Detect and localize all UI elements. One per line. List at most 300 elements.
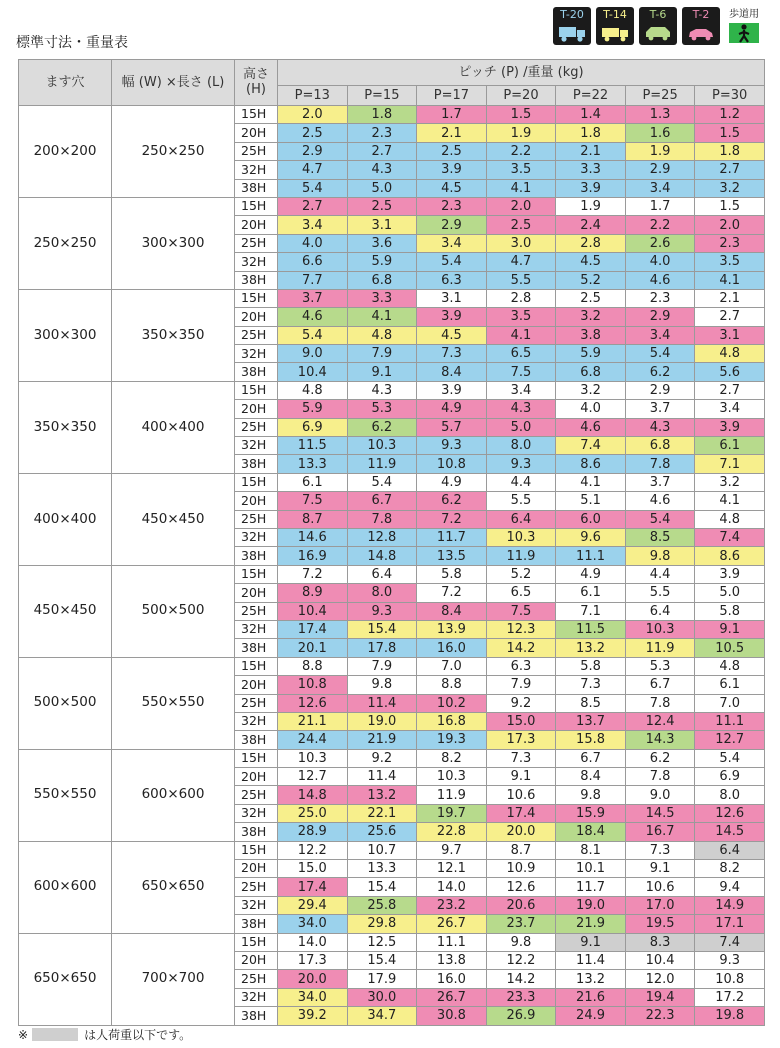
- weight-cell: 7.2: [278, 565, 348, 583]
- weight-cell: 10.4: [278, 363, 348, 381]
- weight-cell: 5.5: [486, 492, 556, 510]
- weight-cell: 2.5: [486, 216, 556, 234]
- weight-cell: 7.8: [347, 510, 417, 528]
- height-cell: 25H: [235, 234, 278, 252]
- weight-cell: 5.2: [556, 271, 626, 289]
- weight-cell: 9.0: [278, 345, 348, 363]
- pitch-header: P=30: [695, 86, 765, 106]
- weight-cell: 5.5: [625, 584, 695, 602]
- weight-cell: 20.0: [278, 970, 348, 988]
- weight-cell: 18.4: [556, 823, 626, 841]
- weight-cell: 3.5: [486, 161, 556, 179]
- height-cell: 20H: [235, 216, 278, 234]
- weight-cell: 22.1: [347, 804, 417, 822]
- weight-cell: 16.8: [417, 712, 487, 730]
- weight-cell: 2.1: [556, 142, 626, 160]
- weight-cell: 2.2: [625, 216, 695, 234]
- weight-cell: 5.8: [556, 657, 626, 675]
- weight-cell: 9.2: [486, 694, 556, 712]
- weight-cell: 13.8: [417, 951, 487, 969]
- weight-cell: 11.4: [347, 694, 417, 712]
- height-cell: 15H: [235, 381, 278, 399]
- dimension-cell: 650×650: [112, 841, 235, 933]
- weight-cell: 10.9: [486, 860, 556, 878]
- weight-cell: 6.2: [625, 749, 695, 767]
- weight-cell: 2.5: [417, 142, 487, 160]
- weight-cell: 4.1: [695, 271, 765, 289]
- weight-cell: 17.4: [278, 620, 348, 638]
- weight-cell: 4.9: [417, 400, 487, 418]
- weight-cell: 9.0: [625, 786, 695, 804]
- weight-cell: 3.5: [486, 308, 556, 326]
- table-row: [19, 565, 765, 583]
- height-cell: 32H: [235, 896, 278, 914]
- weight-cell: 11.7: [556, 878, 626, 896]
- weight-cell: 2.0: [278, 106, 348, 124]
- weight-cell: 8.9: [278, 584, 348, 602]
- weight-cell: 6.8: [625, 437, 695, 455]
- height-cell: 32H: [235, 620, 278, 638]
- height-cell: 20H: [235, 584, 278, 602]
- hole-size-cell: 500×500: [19, 657, 112, 749]
- weight-cell: 15.0: [278, 860, 348, 878]
- dimension-cell: 400×400: [112, 381, 235, 473]
- weight-cell: 23.3: [486, 988, 556, 1006]
- weight-cell: 2.1: [695, 289, 765, 307]
- weight-cell: 20.0: [486, 823, 556, 841]
- weight-cell: 8.1: [556, 841, 626, 859]
- table-row: [19, 289, 765, 307]
- weight-cell: 4.8: [695, 657, 765, 675]
- weight-cell: 1.8: [556, 124, 626, 142]
- legend-t20: [553, 7, 591, 45]
- weight-cell: 2.7: [278, 197, 348, 215]
- weight-cell: 14.2: [486, 970, 556, 988]
- footnote-text: は人荷重以下です。: [84, 1028, 192, 1042]
- weight-cell: 2.5: [278, 124, 348, 142]
- weight-cell: 19.7: [417, 804, 487, 822]
- height-cell: 20H: [235, 492, 278, 510]
- weight-cell: 8.8: [417, 676, 487, 694]
- weight-cell: 7.2: [417, 584, 487, 602]
- weight-cell: 9.1: [625, 860, 695, 878]
- weight-cell: 15.4: [347, 620, 417, 638]
- weight-cell: 16.0: [417, 970, 487, 988]
- weight-cell: 4.8: [347, 326, 417, 344]
- weight-cell: 19.8: [695, 1007, 765, 1025]
- weight-cell: 12.6: [486, 878, 556, 896]
- weight-cell: 2.3: [347, 124, 417, 142]
- weight-cell: 4.3: [347, 161, 417, 179]
- legend-label: T-2: [692, 8, 710, 21]
- weight-cell: 26.7: [417, 915, 487, 933]
- weight-cell: 9.1: [486, 768, 556, 786]
- weight-cell: 3.5: [695, 253, 765, 271]
- weight-cell: 10.3: [417, 768, 487, 786]
- weight-cell: 24.4: [278, 731, 348, 749]
- weight-cell: 8.0: [695, 786, 765, 804]
- weight-cell: 4.0: [278, 234, 348, 252]
- pitch-header: P=20: [486, 86, 556, 106]
- weight-cell: 3.8: [556, 326, 626, 344]
- height-cell: 25H: [235, 970, 278, 988]
- weight-cell: 8.3: [625, 933, 695, 951]
- weight-cell: 9.4: [695, 878, 765, 896]
- weight-cell: 4.8: [695, 345, 765, 363]
- weight-cell: 1.8: [347, 106, 417, 124]
- weight-cell: 4.6: [556, 418, 626, 436]
- height-cell: 25H: [235, 602, 278, 620]
- col-header-size: 幅 (W) ×長さ (L): [112, 60, 235, 106]
- weight-cell: 8.0: [347, 584, 417, 602]
- weight-cell: 6.7: [625, 676, 695, 694]
- weight-cell: 11.9: [486, 547, 556, 565]
- weight-cell: 5.1: [556, 492, 626, 510]
- weight-cell: 11.1: [556, 547, 626, 565]
- weight-cell: 10.4: [625, 951, 695, 969]
- weight-cell: 34.0: [278, 988, 348, 1006]
- weight-cell: 4.8: [278, 381, 348, 399]
- weight-cell: 11.7: [417, 528, 487, 546]
- weight-cell: 26.7: [417, 988, 487, 1006]
- weight-cell: 17.1: [695, 915, 765, 933]
- height-cell: 32H: [235, 988, 278, 1006]
- weight-cell: 14.8: [278, 786, 348, 804]
- weight-cell: 1.3: [625, 106, 695, 124]
- pedestrian-icon: [729, 23, 759, 43]
- weight-cell: 2.0: [486, 197, 556, 215]
- weight-cell: 29.4: [278, 896, 348, 914]
- weight-cell: 4.4: [625, 565, 695, 583]
- weight-cell: 9.3: [486, 455, 556, 473]
- table-row: [19, 381, 765, 399]
- weight-cell: 13.2: [556, 639, 626, 657]
- height-cell: 32H: [235, 712, 278, 730]
- height-cell: 32H: [235, 161, 278, 179]
- weight-cell: 8.2: [417, 749, 487, 767]
- weight-cell: 3.4: [417, 234, 487, 252]
- weight-cell: 8.7: [486, 841, 556, 859]
- height-cell: 20H: [235, 124, 278, 142]
- weight-cell: 2.3: [625, 289, 695, 307]
- weight-cell: 4.1: [695, 492, 765, 510]
- weight-cell: 7.1: [556, 602, 626, 620]
- weight-cell: 9.1: [347, 363, 417, 381]
- weight-cell: 4.7: [278, 161, 348, 179]
- weight-cell: 7.9: [347, 345, 417, 363]
- dimension-cell: 550×550: [112, 657, 235, 749]
- weight-cell: 7.5: [278, 492, 348, 510]
- col-header-pitch-weight: ピッチ (P) /重量 (kg): [278, 60, 765, 86]
- height-cell: 20H: [235, 400, 278, 418]
- weight-cell: 8.0: [486, 437, 556, 455]
- height-cell: 15H: [235, 565, 278, 583]
- weight-cell: 7.4: [695, 528, 765, 546]
- weight-cell: 12.6: [278, 694, 348, 712]
- height-cell: 20H: [235, 676, 278, 694]
- weight-cell: 5.4: [695, 749, 765, 767]
- weight-cell: 9.8: [556, 786, 626, 804]
- legend-label: T-14: [603, 8, 627, 21]
- weight-cell: 6.7: [556, 749, 626, 767]
- weight-cell: 11.4: [347, 768, 417, 786]
- weight-cell: 6.8: [347, 271, 417, 289]
- weight-cell: 14.6: [278, 528, 348, 546]
- height-cell: 20H: [235, 951, 278, 969]
- weight-cell: 4.5: [417, 326, 487, 344]
- height-cell: 15H: [235, 106, 278, 124]
- weight-cell: 7.0: [417, 657, 487, 675]
- weight-cell: 13.3: [278, 455, 348, 473]
- weight-cell: 1.2: [695, 106, 765, 124]
- weight-cell: 7.4: [556, 437, 626, 455]
- weight-cell: 4.1: [556, 473, 626, 491]
- table-row: [19, 106, 765, 124]
- dimension-cell: 300×300: [112, 197, 235, 289]
- weight-cell: 2.8: [556, 234, 626, 252]
- load-class-legend: [553, 7, 763, 45]
- pitch-header: P=15: [347, 86, 417, 106]
- weight-cell: 3.1: [417, 289, 487, 307]
- weight-cell: 22.8: [417, 823, 487, 841]
- weight-cell: 3.9: [417, 308, 487, 326]
- weight-cell: 6.4: [625, 602, 695, 620]
- weight-cell: 14.0: [278, 933, 348, 951]
- weight-cell: 12.8: [347, 528, 417, 546]
- weight-cell: 21.1: [278, 712, 348, 730]
- weight-cell: 5.4: [278, 179, 348, 197]
- weight-cell: 10.3: [486, 528, 556, 546]
- weight-cell: 10.5: [695, 639, 765, 657]
- weight-cell: 8.5: [556, 694, 626, 712]
- weight-cell: 2.9: [625, 308, 695, 326]
- legend-label: 歩道用: [729, 9, 759, 20]
- weight-cell: 3.3: [556, 161, 626, 179]
- weight-cell: 9.3: [417, 437, 487, 455]
- weight-cell: 17.9: [347, 970, 417, 988]
- weight-cell: 9.1: [556, 933, 626, 951]
- weight-cell: 1.9: [625, 142, 695, 160]
- col-header-height: 高さ (H): [235, 60, 278, 106]
- weight-cell: 4.3: [347, 381, 417, 399]
- weight-cell: 5.4: [417, 253, 487, 271]
- weight-cell: 6.5: [486, 584, 556, 602]
- height-cell: 15H: [235, 933, 278, 951]
- table-row: [19, 657, 765, 675]
- weight-cell: 30.0: [347, 988, 417, 1006]
- weight-cell: 10.2: [417, 694, 487, 712]
- table-row: [19, 197, 765, 215]
- weight-cell: 3.2: [556, 381, 626, 399]
- height-cell: 32H: [235, 804, 278, 822]
- weight-cell: 1.6: [625, 124, 695, 142]
- weight-cell: 13.2: [556, 970, 626, 988]
- weight-cell: 3.7: [625, 473, 695, 491]
- height-cell: 25H: [235, 694, 278, 712]
- weight-cell: 10.6: [625, 878, 695, 896]
- weight-cell: 17.4: [486, 804, 556, 822]
- hole-size-cell: 250×250: [19, 197, 112, 289]
- weight-cell: 3.2: [695, 179, 765, 197]
- weight-cell: 3.7: [278, 289, 348, 307]
- weight-cell: 4.1: [486, 179, 556, 197]
- weight-cell: 25.8: [347, 896, 417, 914]
- weight-cell: 9.8: [625, 547, 695, 565]
- weight-cell: 7.0: [695, 694, 765, 712]
- weight-cell: 8.2: [695, 860, 765, 878]
- weight-cell: 5.9: [347, 253, 417, 271]
- dimension-cell: 350×350: [112, 289, 235, 381]
- gray-swatch: [32, 1028, 78, 1041]
- weight-cell: 14.8: [347, 547, 417, 565]
- weight-cell: 1.4: [556, 106, 626, 124]
- weight-cell: 2.1: [417, 124, 487, 142]
- weight-cell: 6.2: [347, 418, 417, 436]
- weight-cell: 6.1: [695, 676, 765, 694]
- weight-cell: 4.3: [625, 418, 695, 436]
- weight-cell: 5.9: [278, 400, 348, 418]
- hole-size-cell: 600×600: [19, 841, 112, 933]
- weight-cell: 11.5: [556, 620, 626, 638]
- weight-cell: 3.2: [695, 473, 765, 491]
- weight-cell: 25.0: [278, 804, 348, 822]
- legend-pedestrian: [725, 7, 763, 45]
- weight-cell: 7.3: [625, 841, 695, 859]
- weight-cell: 5.4: [625, 510, 695, 528]
- legend-label: T-20: [560, 8, 584, 21]
- height-cell: 15H: [235, 657, 278, 675]
- weight-cell: 5.4: [278, 326, 348, 344]
- weight-cell: 17.3: [278, 951, 348, 969]
- weight-cell: 4.8: [695, 510, 765, 528]
- weight-cell: 2.5: [556, 289, 626, 307]
- weight-cell: 6.6: [278, 253, 348, 271]
- weight-cell: 15.9: [556, 804, 626, 822]
- footnote: [18, 1026, 191, 1043]
- weight-cell: 3.9: [556, 179, 626, 197]
- weight-cell: 2.7: [695, 161, 765, 179]
- weight-cell: 11.9: [347, 455, 417, 473]
- pitch-header: P=25: [625, 86, 695, 106]
- weight-cell: 13.3: [347, 860, 417, 878]
- weight-cell: 12.1: [417, 860, 487, 878]
- weight-cell: 5.8: [417, 565, 487, 583]
- weight-cell: 8.6: [556, 455, 626, 473]
- weight-cell: 1.5: [486, 106, 556, 124]
- weight-cell: 29.8: [347, 915, 417, 933]
- weight-cell: 3.1: [695, 326, 765, 344]
- weight-cell: 4.4: [486, 473, 556, 491]
- weight-cell: 21.6: [556, 988, 626, 1006]
- table-row: [19, 473, 765, 491]
- weight-cell: 34.7: [347, 1007, 417, 1025]
- weight-cell: 25.6: [347, 823, 417, 841]
- height-cell: 38H: [235, 823, 278, 841]
- weight-cell: 5.4: [347, 473, 417, 491]
- weight-cell: 16.0: [417, 639, 487, 657]
- weight-cell: 9.2: [347, 749, 417, 767]
- weight-cell: 16.9: [278, 547, 348, 565]
- dimension-cell: 500×500: [112, 565, 235, 657]
- height-cell: 15H: [235, 473, 278, 491]
- weight-cell: 8.4: [417, 602, 487, 620]
- height-cell: 38H: [235, 1007, 278, 1025]
- weight-cell: 12.0: [625, 970, 695, 988]
- height-cell: 38H: [235, 547, 278, 565]
- weight-cell: 23.7: [486, 915, 556, 933]
- weight-cell: 2.7: [695, 308, 765, 326]
- weight-cell: 10.6: [486, 786, 556, 804]
- weight-cell: 6.9: [695, 768, 765, 786]
- weight-cell: 22.3: [625, 1007, 695, 1025]
- weight-cell: 5.3: [625, 657, 695, 675]
- height-cell: 25H: [235, 786, 278, 804]
- weight-cell: 6.4: [695, 841, 765, 859]
- height-cell: 15H: [235, 841, 278, 859]
- weight-cell: 3.2: [556, 308, 626, 326]
- height-cell: 38H: [235, 731, 278, 749]
- weight-cell: 14.9: [695, 896, 765, 914]
- weight-cell: 2.3: [417, 197, 487, 215]
- weight-cell: 28.9: [278, 823, 348, 841]
- truck-icon: [600, 23, 630, 43]
- car-icon: [643, 23, 673, 43]
- weight-cell: 15.4: [347, 951, 417, 969]
- weight-cell: 17.0: [625, 896, 695, 914]
- weight-cell: 4.7: [486, 253, 556, 271]
- weight-cell: 23.2: [417, 896, 487, 914]
- weight-cell: 9.3: [347, 602, 417, 620]
- weight-cell: 14.5: [695, 823, 765, 841]
- weight-cell: 2.7: [347, 142, 417, 160]
- weight-cell: 14.2: [486, 639, 556, 657]
- weight-cell: 5.0: [486, 418, 556, 436]
- weight-cell: 2.3: [695, 234, 765, 252]
- weight-cell: 6.1: [695, 437, 765, 455]
- weight-cell: 4.0: [625, 253, 695, 271]
- weight-cell: 5.0: [695, 584, 765, 602]
- weight-cell: 4.3: [486, 400, 556, 418]
- col-header-hole: ます穴: [19, 60, 112, 106]
- weight-cell: 4.5: [556, 253, 626, 271]
- height-cell: 25H: [235, 510, 278, 528]
- weight-cell: 7.8: [625, 768, 695, 786]
- weight-cell: 7.3: [417, 345, 487, 363]
- weight-cell: 3.4: [625, 179, 695, 197]
- weight-cell: 9.3: [695, 951, 765, 969]
- weight-cell: 12.6: [695, 804, 765, 822]
- weight-cell: 1.7: [625, 197, 695, 215]
- hole-size-cell: 200×200: [19, 106, 112, 198]
- weight-cell: 9.7: [417, 841, 487, 859]
- weight-cell: 10.8: [417, 455, 487, 473]
- weight-cell: 8.4: [417, 363, 487, 381]
- weight-cell: 3.4: [625, 326, 695, 344]
- weight-cell: 2.0: [695, 216, 765, 234]
- weight-cell: 9.8: [347, 676, 417, 694]
- weight-cell: 11.9: [417, 786, 487, 804]
- weight-cell: 11.9: [625, 639, 695, 657]
- height-cell: 32H: [235, 345, 278, 363]
- weight-cell: 10.3: [278, 749, 348, 767]
- weight-cell: 2.9: [278, 142, 348, 160]
- weight-cell: 12.4: [625, 712, 695, 730]
- weight-cell: 6.0: [556, 510, 626, 528]
- height-cell: 25H: [235, 142, 278, 160]
- weight-cell: 3.9: [695, 565, 765, 583]
- hole-size-cell: 550×550: [19, 749, 112, 841]
- weight-cell: 7.8: [625, 694, 695, 712]
